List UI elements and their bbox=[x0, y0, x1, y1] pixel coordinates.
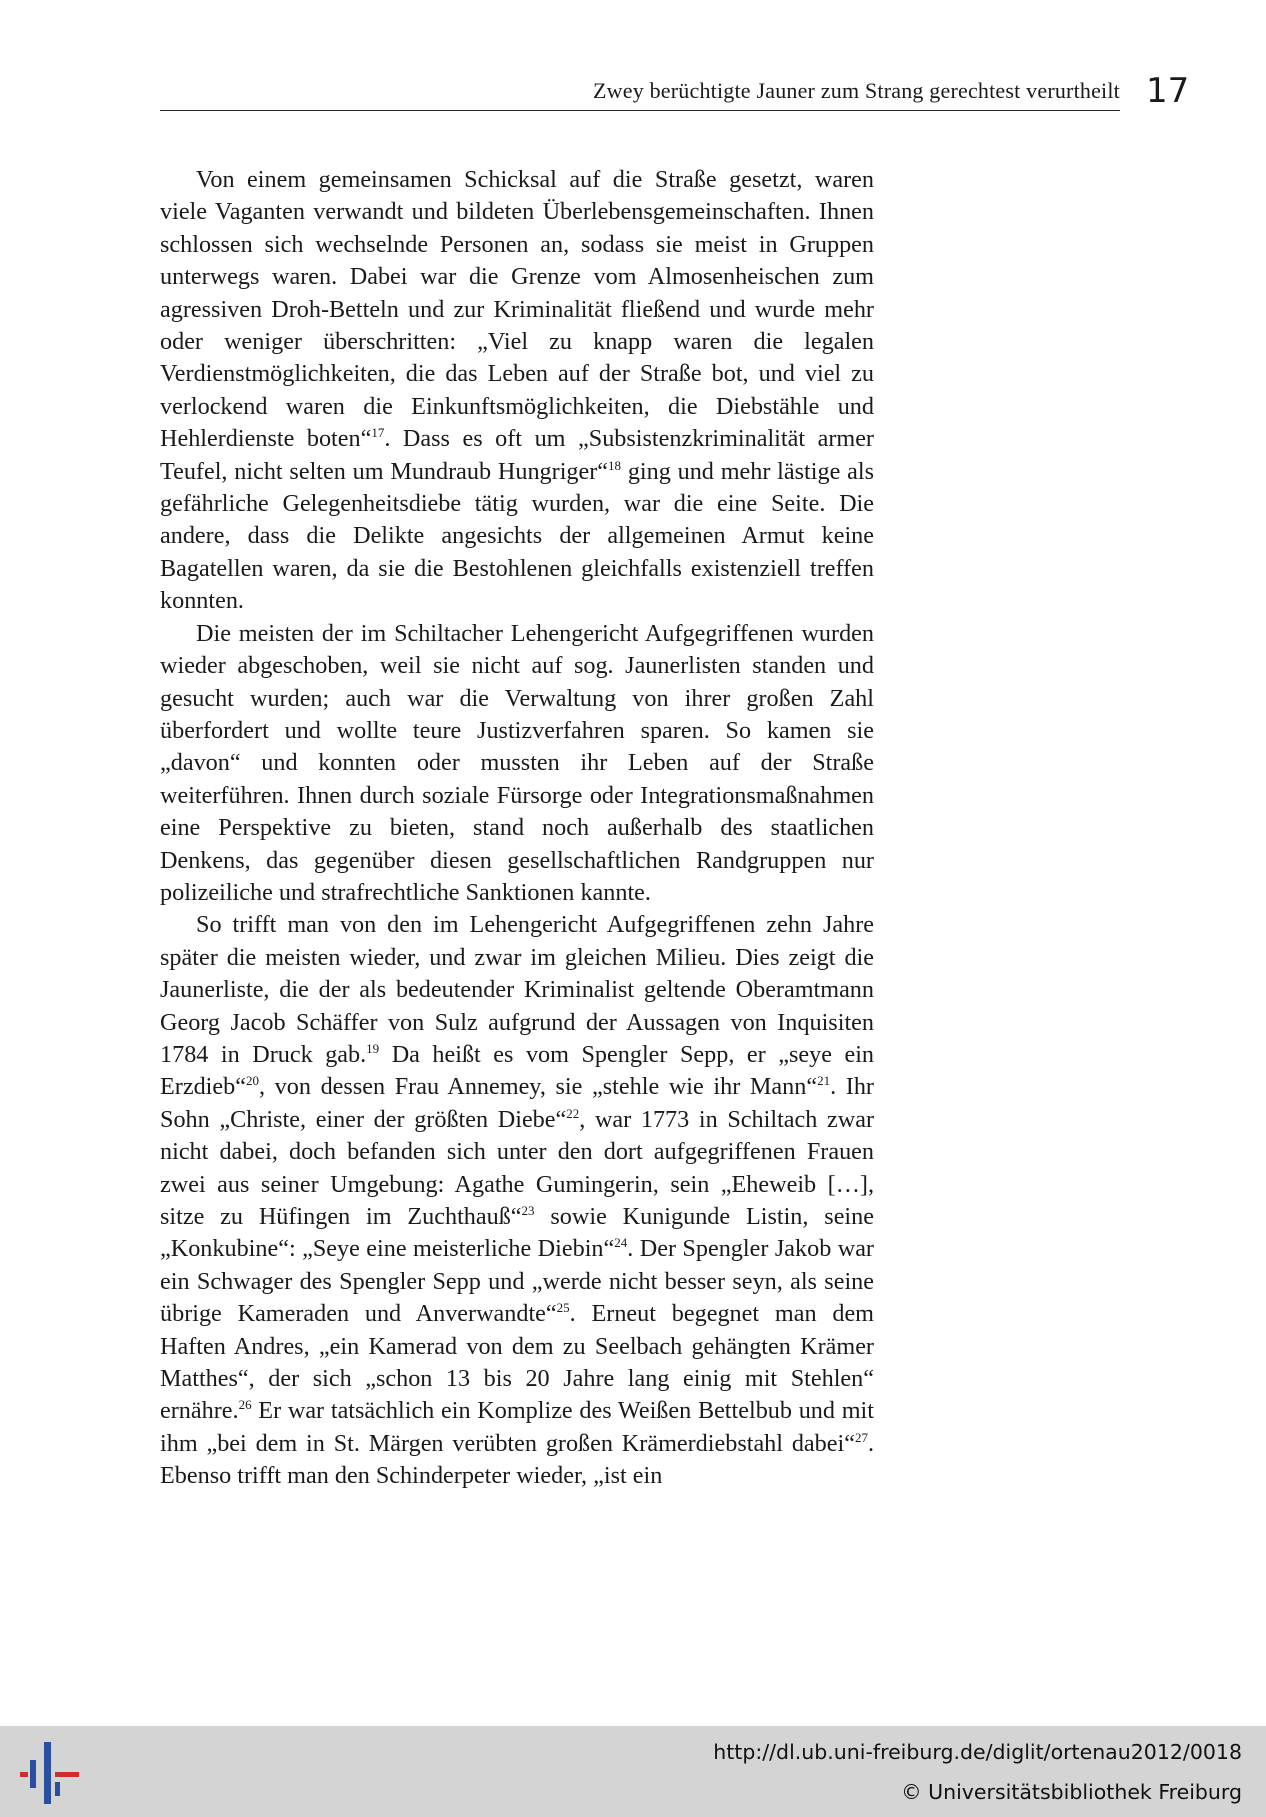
footnote-ref-20[interactable]: 20 bbox=[245, 1073, 259, 1089]
running-title: Zwey berüchtigte Jauner zum Strang gerechtest verurtheilt bbox=[593, 78, 1120, 103]
text-run: . Der Spengler Jakob war ein Schwager des Spengler Sepp und „werde nicht besser seyn, als seine übrige Kameraden und Anverwandte“ bbox=[160, 1235, 874, 1328]
footnote-ref-27[interactable]: 27 bbox=[854, 1429, 868, 1445]
paragraph-1 bbox=[160, 164, 874, 618]
text-run: Da heißt es vom Spengler Sepp, er „seye ein Erzdieb“ bbox=[160, 1040, 875, 1101]
paragraph-2: Die meisten der im Schiltacher Lehengericht Aufgegriffenen wurden wieder abgeschoben, weil sie nicht auf sog. Jaunerlisten standen und gesucht wurden; auch war die Verwaltung von ihrer großen Zahl überfordert und wollte teure Justizverfahren sparen. So kamen sie „davon“ und konnten oder mussten ihr Leben auf der Straße weiterführen. Ihnen durch soziale Fürsorge oder Integrationsmaßnahmen eine Perspektive zu bieten, stand noch außerhalb des staatlichen Denkens, das gegenüber diesen gesellschaftlichen Randgruppen nur polizeiliche und strafrechtliche Sanktionen kannte. bbox=[160, 619, 874, 906]
footnote-ref-22[interactable]: 22 bbox=[566, 1105, 580, 1121]
footnote-ref-18[interactable]: 18 bbox=[608, 457, 622, 473]
text-run: , war 1773 in Schiltach zwar nicht dabei, doch befanden sich unter den dort aufgegriffenen Frauen zwei aus seiner Umgebung: Agathe Gumingerin, sein „Eheweib […], sitze zu Hüfingen im Zuchthauß“ bbox=[160, 1105, 875, 1230]
footnote-ref-19[interactable]: 19 bbox=[366, 1040, 380, 1056]
footnote-ref-17[interactable]: 17 bbox=[371, 425, 385, 441]
text-run: . Ebenso trifft man den Schinderpeter wieder, „ist ein bbox=[160, 1429, 874, 1490]
text-run: ging und mehr lästige als gefährliche Gelegenheitsdiebe tätig wurden, war die eine Seite. Die andere, dass die Delikte angesichts der allgemeinen Armut keine Bagatellen waren, da sie die Bestohlenen gleichfalls existenziell treffen konnten. bbox=[160, 457, 874, 615]
footer-url-link[interactable]: http://dl.ub.uni-freiburg.de/diglit/ortenau2012/0018 bbox=[713, 1740, 1242, 1764]
footnote-ref-21[interactable]: 21 bbox=[817, 1073, 831, 1089]
footer-bar bbox=[0, 1726, 1266, 1817]
footnote-ref-25[interactable]: 25 bbox=[556, 1300, 570, 1316]
footer-copyright: © Universitätsbibliothek Freiburg bbox=[901, 1780, 1242, 1804]
ub-freiburg-logo-icon[interactable] bbox=[18, 1740, 82, 1806]
text-run: So trifft man von den im Lehengericht Aufgegriffenen zehn Jahre später die meisten wieder, und zwar im gleichen Milieu. Dies zeigt die Jaunerliste, die der als bedeutender Kriminalist geltende Oberamtmann Georg Jacob Schäffer von Sulz aufgrund der Aussagen von Inquisiten 1784 in Druck gab. bbox=[160, 911, 874, 1068]
header-rule bbox=[160, 110, 1120, 111]
footnote-ref-26[interactable]: 26 bbox=[238, 1397, 252, 1413]
text-run: . Ihr Sohn „Christe, einer der größten Diebe“ bbox=[160, 1073, 874, 1133]
text-run: , von dessen Frau Annemey, sie „stehle wie ihr Mann“ bbox=[258, 1073, 818, 1101]
text-run: . Dass es oft um „Subsistenzkriminalität armer Teufel, nicht selten um Mundraub Hungriger“ bbox=[160, 425, 874, 485]
paragraph-3 bbox=[160, 909, 874, 1492]
body-text bbox=[160, 164, 874, 1493]
page-number: 17 bbox=[1146, 71, 1190, 111]
footnote-ref-24[interactable]: 24 bbox=[614, 1235, 628, 1251]
text-run: Von einem gemeinsamen Schicksal auf die Straße gesetzt, waren viele Vaganten verwandt und bildeten Überlebensgemeinschaften. Ihnen schlossen sich wechselnde Personen an, sodass sie meist in Gruppen unterwegs waren. Dabei war die Grenze vom Almosenheischen zum agressiven Droh-Betteln und zur Kriminalität fließend und wurde mehr oder weniger überschritten: „Viel zu knapp waren die legalen Verdienstmöglichkeiten, die das Leben auf der Straße bot, und viel zu verlockend waren die Einkunftsmöglichkeiten, die Diebstähle und Hehlerdienste boten“ bbox=[160, 166, 874, 453]
text-run: sowie Kunigunde Listin, seine „Konkubine“: „Seye eine meisterliche Diebin“ bbox=[160, 1203, 874, 1263]
text-run: . Erneut begegnet man dem Haften Andres, „ein Kamerad von dem zu Seelbach gehängten Krämer Matthes“, der sich „schon 13 bis 20 Jahre lang einig mit Stehlen“ ernähre. bbox=[160, 1300, 874, 1425]
footnote-ref-23[interactable]: 23 bbox=[521, 1203, 535, 1218]
text-run: Er war tatsächlich ein Komplize des Weißen Bettelbub und mit ihm „bei dem in St. Märgen verübten großen Krämerdiebstahl dabei“ bbox=[160, 1397, 874, 1457]
